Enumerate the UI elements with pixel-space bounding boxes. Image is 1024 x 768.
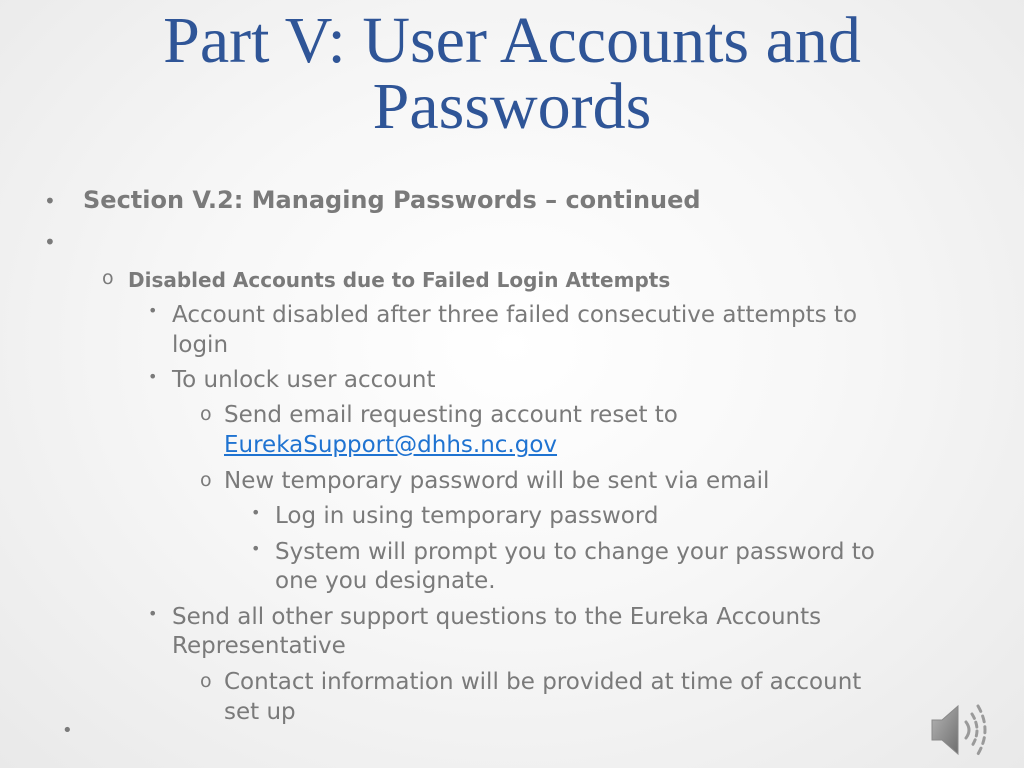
item-unlock: To unlock user account <box>172 367 436 393</box>
temp-password: New temporary password will be sent via email <box>224 468 770 494</box>
other-questions-line1: Send all other support questions to the Eureka Accounts <box>172 604 822 630</box>
slide-title-line1: Part V: User Accounts and <box>163 4 861 77</box>
bullet-trailing: • <box>62 720 73 741</box>
support-email-link[interactable]: EurekaSupport@dhhs.nc.gov <box>224 432 558 458</box>
contact-line2: set up <box>224 699 296 725</box>
bullet-other-questions: • <box>148 604 158 623</box>
bullet-empty: • <box>44 230 56 254</box>
circle-bullet-contact: o <box>200 670 212 692</box>
login-temp: Log in using temporary password <box>275 503 659 529</box>
bullet-prompt: • <box>251 539 261 558</box>
bullet-disabled: • <box>148 301 158 320</box>
circle-bullet-temp-password: o <box>200 469 212 491</box>
speaker-icon[interactable] <box>928 700 998 760</box>
bullet-login-temp: • <box>251 503 261 522</box>
other-questions-line2: Representative <box>172 633 346 659</box>
bullet-1: • <box>44 189 56 213</box>
item-disabled-line2: login <box>172 332 229 358</box>
prompt-line1: System will prompt you to change your password to <box>275 539 875 565</box>
circle-bullet-send-email: o <box>200 403 212 425</box>
bullet-unlock: • <box>148 367 158 386</box>
subheading: Disabled Accounts due to Failed Login Attempts <box>128 268 671 292</box>
circle-bullet-subheading: o <box>102 267 114 289</box>
prompt-line2: one you designate. <box>275 568 496 594</box>
slide-title-line2: Passwords <box>372 70 652 143</box>
section-heading: Section V.2: Managing Passwords – continued <box>83 186 701 214</box>
contact-line1: Contact information will be provided at time of account <box>224 669 862 695</box>
send-email-line1: Send email requesting account reset to <box>224 402 678 428</box>
item-disabled-line1: Account disabled after three failed consecutive attempts to <box>172 302 858 328</box>
